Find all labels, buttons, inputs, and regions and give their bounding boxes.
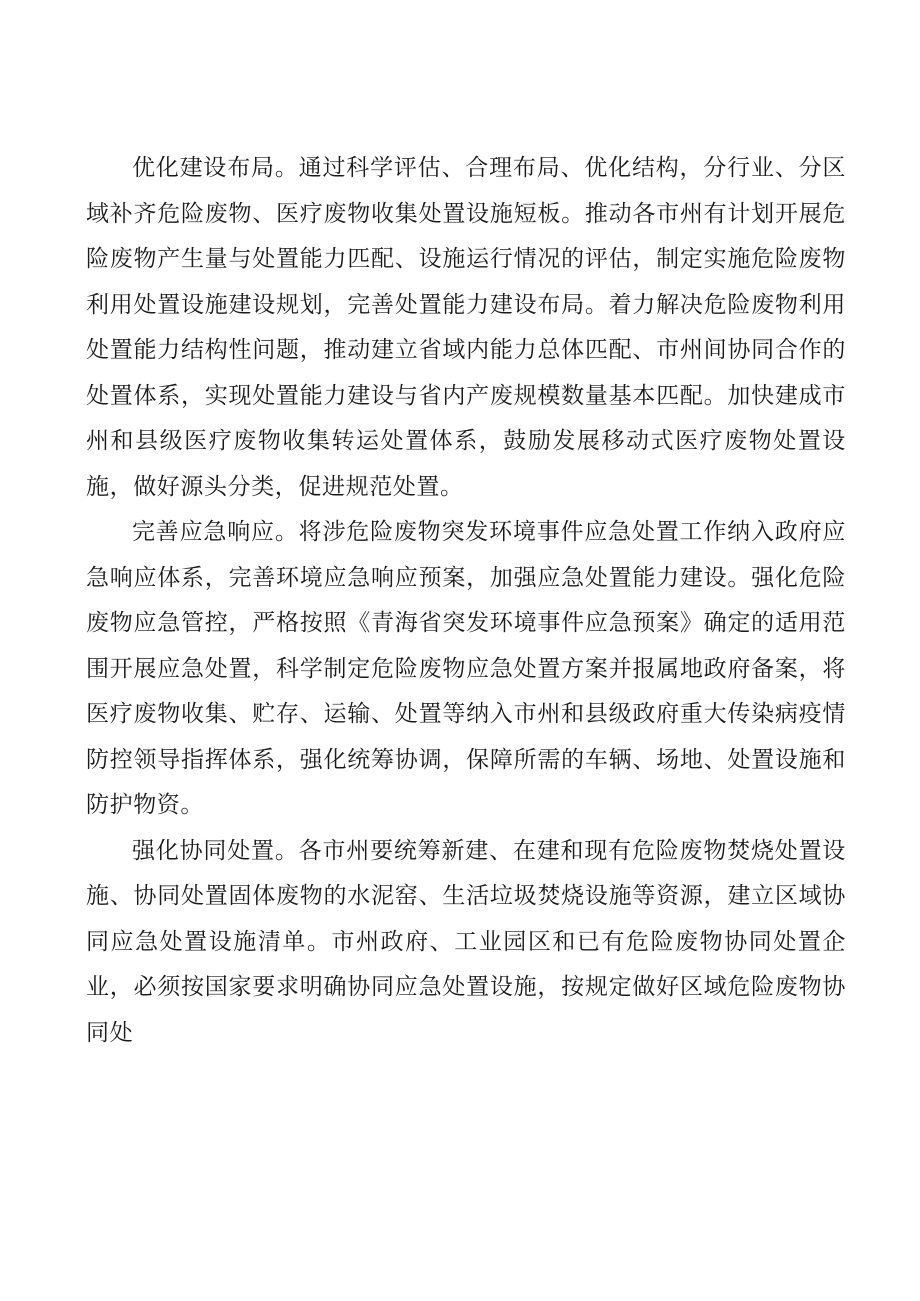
paragraph-emergency-response: 完善应急响应。将涉危险废物突发环境事件应急处置工作纳入政府应急响应体系，完善环境应急响应预案，加强应急处置能力建设。强化危险废物应急管控，严格按照《青海省突发环境事件应急预案》确定的适用范围开展应急处置，科学制定危险废物应急处置方案并报属地政府备案，将医疗废物收集、贮存、运输、处置等纳入市州和县级政府重大传染病疫情防控领导指挥体系，强化统筹协调，保障所需的车辆、场地、处置设施和防护物资。 [86,519,846,818]
paragraph-optimize-layout: 优化建设布局。通过科学评估、合理布局、优化结构，分行业、分区域补齐危险废物、医疗废物收集处置设施短板。推动各市州有计划开展危险废物产生量与处置能力匹配、设施运行情况的评估，制定实施危险废物利用处置设施建设规划，完善处置能力建设布局。着力解决危险废物利用处置能力结构性问题，推动建立省域内能力总体匹配、市州间协同合作的处置体系，实现处置能力建设与省内产废规模数量基本匹配。加快建成市州和县级医疗废物收集转运处置体系，鼓励发展移动式医疗废物处置设施，做好源头分类，促进规范处置。 [86,155,846,500]
paragraph-collaborative-disposal: 强化协同处置。各市州要统筹新建、在建和现有危险废物焚烧处置设施、协同处置固体废物的水泥窑、生活垃圾焚烧设施等资源，建立区域协同应急处置设施清单。市州政府、工业园区和已有危险废物协同处置企业，必须按国家要求明确协同应急处置设施，按规定做好区域危险废物协同处 [86,837,846,1046]
document-body [86,146,846,1056]
